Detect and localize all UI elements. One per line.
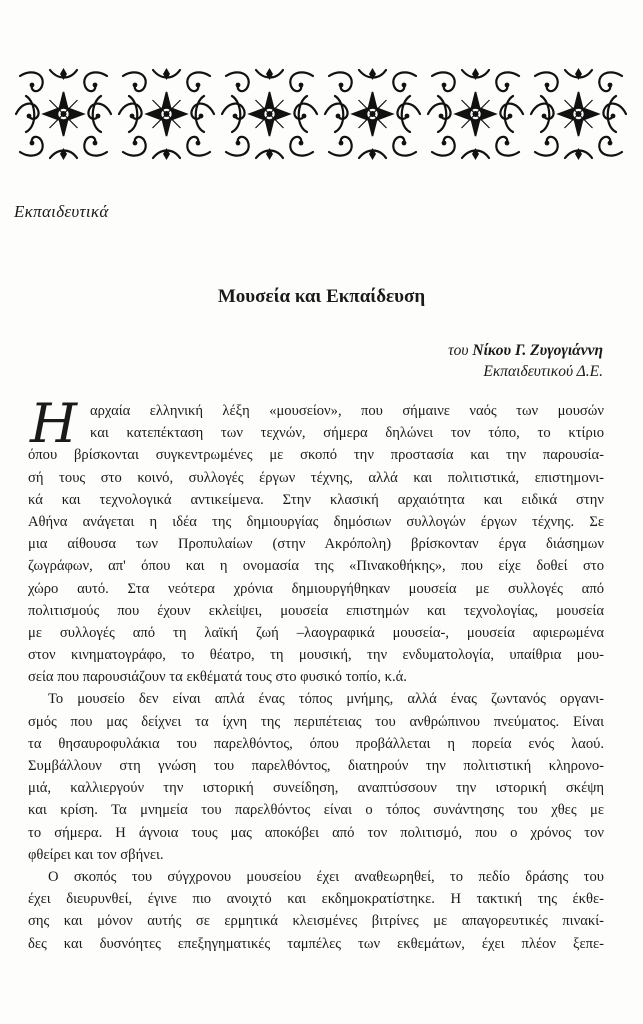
text-line: όπου βρίσκονται συγκεντρωμένες με σκοπό την προστασία και την παρουσία- <box>28 447 604 464</box>
paragraph <box>28 688 604 866</box>
ornamental-border <box>12 66 630 162</box>
text-line: Ο σκοπός του σύγχρονου μουσείου έχει αναθεωρηθεί, το πεδίο δράσης του <box>48 868 604 885</box>
text-line: δες και δυσνόητες επεξηγηματικές ταμπέλες των εκθεμάτων, έχει πλέον ξεπε- <box>28 935 604 952</box>
text-line: αρχαία ελληνική λέξη «μουσείον», που σήμαινε ναός των μουσών <box>90 403 604 419</box>
author-block <box>448 340 603 382</box>
text-line: το σήμερα. Η άγνοια τους μας αποκόβει από τον πολιτισμό, που ο χρόνος τον <box>28 824 604 841</box>
author-role: Εκπαιδευτικού Δ.Ε. <box>483 363 603 380</box>
text-line: Το μουσείο δεν είναι απλά ένας τόπος μνήμης, αλλά ένας ζωντανός οργανι- <box>48 691 604 708</box>
author-prefix: του <box>448 342 469 359</box>
text-line: σης και μόνον αυτής σε ερμητικά κλεισμένες βιτρίνες με απαγορευτικές πινακί- <box>28 913 604 930</box>
text-line: τα θησαυροφυλάκια του παρελθόντος, όπου προβάλλεται η πορεία ενός λαού. <box>28 735 604 752</box>
drop-cap: Η <box>30 392 78 455</box>
text-line: έχει διευρυνθεί, έγινε πιο ανοιχτό και εκδημοκρατίστηκε. Η τακτική της έκθε- <box>28 891 604 908</box>
text-line: μια αίθουσα των Προπυλαίων (στην Ακρόπολη) βρίσκονταν έργα διάσημων <box>28 536 604 553</box>
author-name: Νίκου Γ. Ζυγογιάννη <box>472 342 603 359</box>
paragraph <box>28 866 604 955</box>
text-line: σεία που παρουσιάζουν τα εκθέματά τους στο φυσικό τοπίο, κ.ά. <box>28 669 407 686</box>
article-body <box>28 392 604 955</box>
text-line: φθείρει και τον σβήνει. <box>28 846 164 863</box>
paragraph <box>28 392 604 688</box>
text-line: με συλλογές από τη λαϊκή ζωή –λαογραφικά μουσεία-, μουσεία αφιερωμένα <box>28 624 604 641</box>
text-line: ζωγράφων, απ' όπου και η ονομασία της «Πινακοθήκης», που είχε δοθεί στο <box>28 558 604 575</box>
text-line: και κρίση. Τα μνημεία του παρελθόντος είναι ο τόπος συνάντησης του χθες με <box>28 802 604 819</box>
text-line: σμός που μας δείχνει τα ίχνη της περιπέτειας του ανθρώπινου πνεύματος. Είναι <box>28 713 604 730</box>
text-line: μιά, καλλιεργούν την ιστορική συνείδηση, αναπτύσσουν την ιστορική σκέψη <box>28 780 604 797</box>
text-line: κά και τεχνολογικά αντικείμενα. Στην κλασική αρχαιότητα και ειδικά στην <box>28 491 604 508</box>
text-line: πολιτισμούς που έχουν εκλείψει, μουσεία επιστημών και τεχνολογίας, μουσεία <box>28 602 604 619</box>
article-title: Μουσεία και Εκπαίδευση <box>217 286 426 307</box>
text-line: Αθήνα ανάγεται η ιδέα της δημιουργίας δημόσιων συλλογών έργων τέχνης. Σε <box>28 513 604 530</box>
author-line <box>448 340 603 361</box>
section-label: Εκπαιδευτικά <box>14 202 109 221</box>
text-line: στον κινηματογράφο, το θέατρο, τη μουσική, την ενδυματολογία, υπαίθρια μου- <box>28 647 604 664</box>
text-line: σή τους στο κοινό, συλλογές έργων τέχνης, αλλά και πολιτιστικά, επιστημονι- <box>28 469 604 486</box>
text-line: και κατεπέκταση των τεχνών, σήμερα δηλώνει τον τόπο, το κτίριο <box>90 425 604 442</box>
text-line: χώρο αυτό. Στα νεότερα χρόνια δημιουργήθηκαν μουσεία με συλλογές από <box>28 580 604 597</box>
text-line: Συμβάλλουν στη γνώση του παρελθόντος, διατηρούν την πολιτιστική κληρονο- <box>28 758 604 774</box>
